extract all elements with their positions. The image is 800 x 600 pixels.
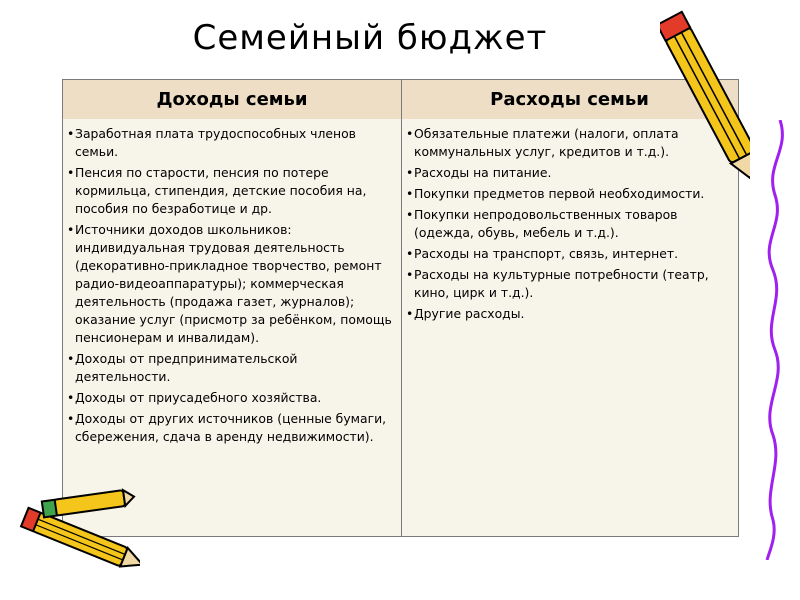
expense-item: • Расходы на транспорт, связь, интернет. xyxy=(406,245,732,263)
budget-table xyxy=(62,79,739,537)
income-header: Доходы семьи xyxy=(156,89,308,110)
income-item: • Источники доходов школьников: индивидуальная трудовая деятельность (декоративно-прикладное творчество, ремонт радио-видеоаппаратуры); коммерческая деятельность (продажа газет, журналов); оказание услуг (присмотр за ребёнком, помощь пенсионерам и инвалидам). xyxy=(67,221,395,347)
income-item: • Пенсия по старости, пенсия по потере кормильца, стипендия, детские пособия на, пособия по безработице и др. xyxy=(67,164,395,218)
wavy-line xyxy=(755,120,795,560)
income-item: • Доходы от предпринимательской деятельности. xyxy=(67,350,395,386)
pencil-icon xyxy=(660,0,750,190)
expense-item: • Расходы на культурные потребности (театр, кино, цирк и т.д.). xyxy=(406,266,732,302)
income-item: • Заработная плата трудоспособных членов семьи. xyxy=(67,125,395,161)
column-divider xyxy=(401,80,402,536)
income-item: • Доходы от других источников (ценные бумаги, сбережения, сдача в аренду недвижимости). xyxy=(67,410,395,446)
pencil-icon xyxy=(0,488,140,600)
income-cell xyxy=(63,119,401,536)
slide-title: Семейный бюджет xyxy=(192,18,548,58)
income-list xyxy=(63,119,401,446)
expense-item: • Обязательные платежи (налоги, оплата коммунальных услуг, кредитов и т.д.). xyxy=(406,125,732,161)
expense-item: • Покупки непродовольственных товаров (одежда, обувь, мебель и т.д.). xyxy=(406,206,732,242)
income-item: • Доходы от приусадебного хозяйства. xyxy=(67,389,395,407)
expense-item: • Расходы на питание. xyxy=(406,164,732,182)
expense-item: • Другие расходы. xyxy=(406,305,732,323)
expense-header: Расходы семьи xyxy=(490,89,649,110)
expense-item: • Покупки предметов первой необходимости. xyxy=(406,185,732,203)
